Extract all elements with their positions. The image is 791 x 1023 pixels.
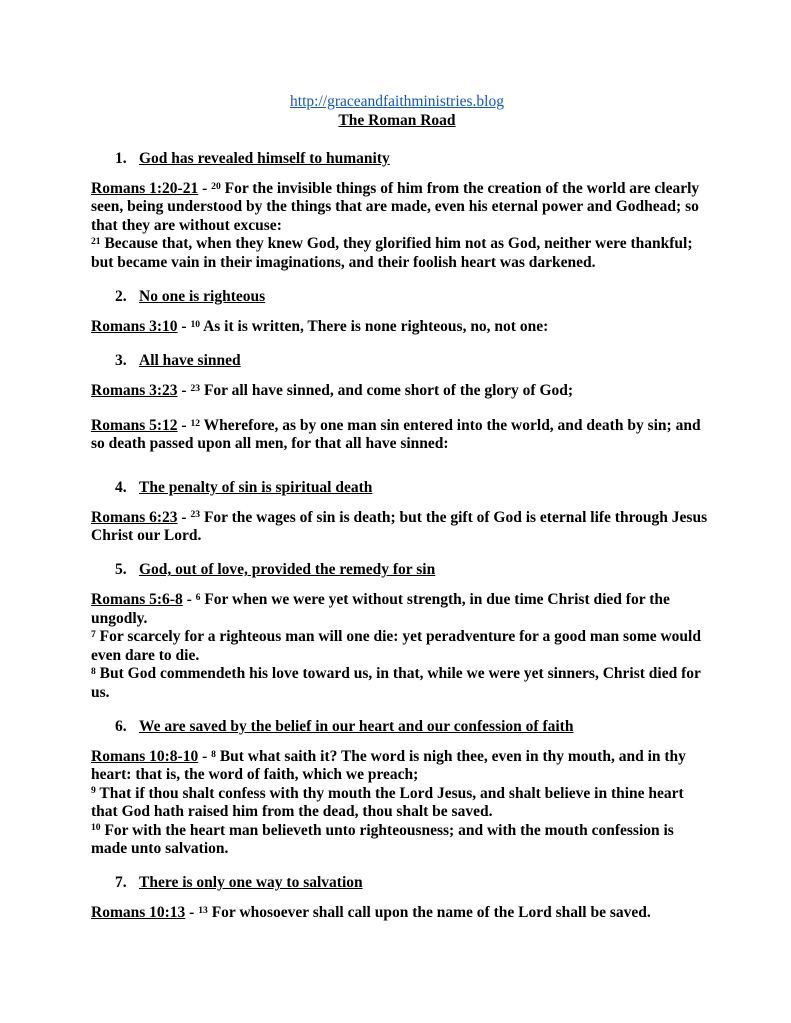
section-2 — [91, 288, 711, 336]
section-3 — [91, 352, 711, 453]
verse-reference: Romans 3:23 — [91, 382, 178, 400]
section-heading-text: No one is righteous — [139, 288, 266, 306]
verse-number: 7 — [91, 628, 96, 640]
section-heading-text: We are saved by the belief in our heart and our confession of faith — [139, 717, 574, 735]
section-5 — [91, 561, 711, 701]
verse-number: 21 — [91, 235, 101, 247]
document-title: The Roman Road — [338, 112, 456, 129]
section-number: 1. — [115, 150, 127, 167]
blog-link[interactable]: http://graceandfaithministries.blog — [290, 93, 504, 110]
verse-reference: Romans 5:12 — [91, 416, 178, 434]
section-heading — [91, 352, 711, 369]
section-number: 2. — [115, 288, 127, 306]
verse-number: 23 — [190, 383, 201, 395]
verse-number: 8 — [211, 748, 216, 760]
verse-reference: Romans 1:20-21 — [91, 180, 199, 197]
section-heading-text: God has revealed himself to humanity — [139, 150, 390, 167]
verse-passage: Romans 10:13 - $^{13}$ For whosoever shall call upon the name of the Lord shall be saved. — [91, 904, 651, 922]
verse-passage: Romans 10:8-10 - $^8$ But what saith it? The word is nigh thee, even in thy mouth, and in thy heart: that is, the word of faith, which we preach; $^9$ That if thou shalt confess with thy mouth the Lord Jesus, and shalt believe in thine heart that God hath raised him from the dead, thou shalt be saved. $^{10}$ For with the heart man believeth unto righteousness; and with the mouth confession is made unto salvation. — [91, 747, 686, 857]
section-heading — [91, 718, 711, 735]
section-heading — [91, 874, 711, 891]
verse-number: 10 — [190, 318, 201, 330]
section-4 — [91, 479, 711, 546]
verse-number: 6 — [195, 592, 201, 604]
section-heading — [91, 288, 711, 305]
section-heading-text: God, out of love, provided the remedy for sin — [139, 561, 436, 579]
section-number: 7. — [115, 874, 127, 892]
section-heading-text: All have sinned — [139, 352, 241, 370]
section-number: 5. — [115, 561, 127, 579]
section-heading — [91, 479, 711, 496]
section-number: 6. — [115, 717, 127, 735]
document-header — [91, 93, 703, 130]
verse-reference: Romans 5:6-8 — [91, 591, 183, 609]
verse-number: 12 — [190, 417, 201, 429]
verse-reference: Romans 10:8-10 — [91, 747, 199, 765]
verse-number: 10 — [91, 822, 101, 834]
verse-passage: Romans 5:12 - $^{12}$ Wherefore, as by one man sin entered into the world, and death by sin; and so death passed upon all men, for that all have sinned: — [91, 416, 701, 453]
section-1 — [91, 150, 711, 272]
sections-container — [91, 150, 711, 923]
verse-number: 8 — [91, 665, 96, 677]
verse-reference: Romans 3:10 — [91, 318, 178, 336]
verse-passage: Romans 3:23 - $^{23}$ For all have sinned, and come short of the glory of God; — [91, 382, 574, 400]
verse-number: 23 — [190, 509, 201, 521]
verse-passage: Romans 5:6-8 - $^6$ For when we were yet without strength, in due time Christ died for the ungodly. $^7$ For scarcely for a righteous man will one die: yet peradventure for a good man some would even dare to die. $^8$ But God commendeth his love toward us, in that, while we were yet sinners, Christ died for us. — [91, 591, 701, 701]
section-6 — [91, 718, 711, 858]
verse-reference: Romans 10:13 — [91, 904, 186, 922]
section-number: 4. — [115, 478, 127, 496]
section-heading — [91, 150, 711, 167]
section-heading-text: There is only one way to salvation — [139, 874, 363, 892]
section-heading — [91, 561, 711, 578]
verse-passage: Romans 1:20-21 - $^{20}$ For the invisible things of him from the creation of the world are clearly seen, being understood by the things that are made, even his eternal power and Godhead; so that they are without excuse: $^{21}$ Because that, when they knew God, they glorified him not as God, neither were thankful; but became vain in their imaginations, and their foolish heart was darkened. — [91, 180, 700, 271]
verse-number: 9 — [91, 785, 96, 797]
section-7 — [91, 874, 711, 922]
verse-reference: Romans 6:23 — [91, 508, 178, 526]
section-number: 3. — [115, 352, 127, 370]
verse-number: 13 — [198, 905, 208, 917]
verse-number: 20 — [211, 180, 221, 192]
verse-passage: Romans 6:23 - $^{23}$ For the wages of sin is death; but the gift of God is eternal life through Jesus Christ our Lord. — [91, 508, 708, 545]
section-heading-text: The penalty of sin is spiritual death — [139, 478, 373, 496]
verse-passage: Romans 3:10 - $^{10}$ As it is written, There is none righteous, no, not one: — [91, 318, 549, 336]
